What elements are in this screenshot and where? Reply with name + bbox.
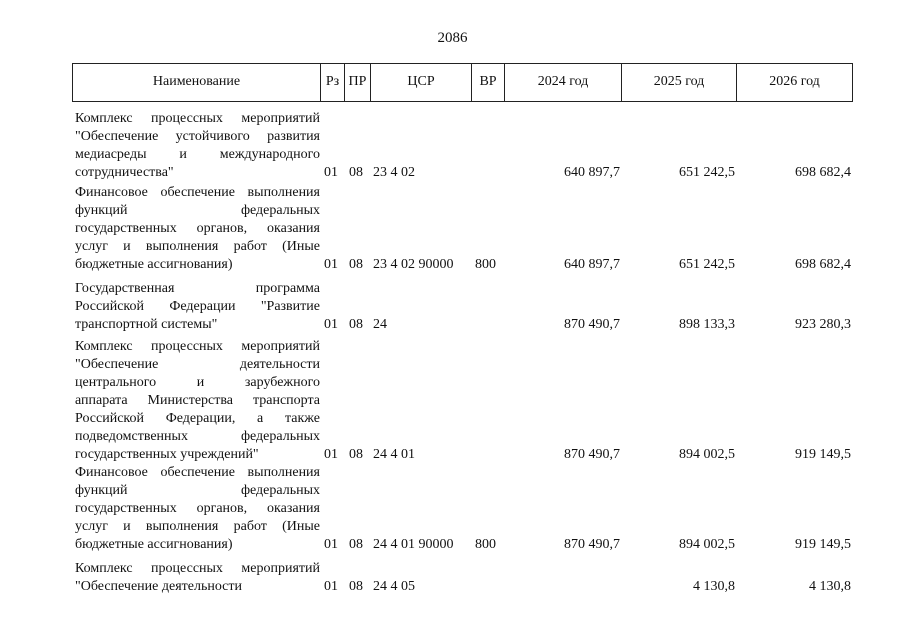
page-number: 2086: [437, 30, 468, 46]
row-2026: 698 682,4: [795, 165, 851, 180]
row-name-line: центрального и зарубежного: [75, 375, 320, 390]
column-header-2024: 2024 год: [504, 63, 621, 101]
row-name-line: Российской Федерации "Развитие: [75, 299, 320, 314]
row-2024: 870 490,7: [564, 317, 620, 332]
row-2025: 898 133,3: [679, 317, 735, 332]
row-pr: 08: [349, 165, 363, 180]
row-name-line: услуг и выполнения работ (Иные: [75, 239, 320, 254]
row-name-line: Финансовое обеспечение выполнения: [75, 465, 320, 480]
row-vr: 800: [475, 537, 496, 552]
row-name-line: "Обеспечение деятельности: [75, 579, 242, 594]
row-name: [75, 184, 320, 274]
column-header-2026: 2026 год: [736, 63, 852, 101]
row-2025: 651 242,5: [679, 165, 735, 180]
row-pr: 08: [349, 257, 363, 272]
row-2026: 4 130,8: [809, 579, 851, 594]
row-name-line: "Обеспечение деятельности: [75, 357, 320, 372]
row-2024: 870 490,7: [564, 537, 620, 552]
row-name-line: аппарата Министерства транспорта: [75, 393, 320, 408]
table-header: [72, 63, 853, 101]
row-name-line: Российской Федерации, а также: [75, 411, 320, 426]
row-name-line: государственных органов, оказания: [75, 501, 320, 516]
row-csr: 24 4 01 90000: [373, 537, 454, 552]
row-rz: 01: [324, 257, 338, 272]
row-name-line: подведомственных федеральных: [75, 429, 320, 444]
row-csr: 24: [373, 317, 387, 332]
row-2025: 894 002,5: [679, 447, 735, 462]
row-csr: 24 4 01: [373, 447, 415, 462]
row-name-line: Комплекс процессных мероприятий: [75, 339, 320, 354]
row-rz: 01: [324, 537, 338, 552]
row-2025: 894 002,5: [679, 537, 735, 552]
row-name-line: функций федеральных: [75, 483, 320, 498]
row-name-line: транспортной системы": [75, 317, 218, 332]
row-2026: 919 149,5: [795, 537, 851, 552]
row-2025: 4 130,8: [693, 579, 735, 594]
row-pr: 08: [349, 537, 363, 552]
row-name-line: Комплекс процессных мероприятий: [75, 561, 320, 576]
row-name-line: "Обеспечение устойчивого развития: [75, 129, 320, 144]
column-header-name: Наименование: [72, 63, 320, 101]
row-name-line: бюджетные ассигнования): [75, 537, 233, 552]
row-name-line: Государственная программа: [75, 281, 320, 296]
row-vr: 800: [475, 257, 496, 272]
row-rz: 01: [324, 165, 338, 180]
column-header-csr: ЦСР: [370, 63, 471, 101]
row-rz: 01: [324, 447, 338, 462]
row-csr: 24 4 05: [373, 579, 415, 594]
column-header-rz: Рз: [320, 63, 344, 101]
row-name: [75, 280, 320, 334]
row-name: [75, 338, 320, 464]
row-rz: 01: [324, 317, 338, 332]
row-name: [75, 560, 320, 596]
row-csr: 23 4 02 90000: [373, 257, 454, 272]
row-pr: 08: [349, 579, 363, 594]
row-name-line: государственных учреждений": [75, 447, 259, 462]
row-pr: 08: [349, 447, 363, 462]
row-name: [75, 464, 320, 554]
row-name: [75, 110, 320, 182]
row-2025: 651 242,5: [679, 257, 735, 272]
column-header-pr: ПР: [344, 63, 370, 101]
row-2026: 698 682,4: [795, 257, 851, 272]
row-name-line: Финансовое обеспечение выполнения: [75, 185, 320, 200]
row-name-line: бюджетные ассигнования): [75, 257, 233, 272]
row-2026: 923 280,3: [795, 317, 851, 332]
row-2024: 640 897,7: [564, 165, 620, 180]
row-rz: 01: [324, 579, 338, 594]
row-name-line: медиасреды и международного: [75, 147, 320, 162]
row-name-line: государственных органов, оказания: [75, 221, 320, 236]
row-name-line: сотрудничества": [75, 165, 174, 180]
row-2026: 919 149,5: [795, 447, 851, 462]
row-2024: 640 897,7: [564, 257, 620, 272]
column-header-2025: 2025 год: [621, 63, 736, 101]
row-2024: 870 490,7: [564, 447, 620, 462]
row-name-line: услуг и выполнения работ (Иные: [75, 519, 320, 534]
row-name-line: Комплекс процессных мероприятий: [75, 111, 320, 126]
row-pr: 08: [349, 317, 363, 332]
row-name-line: функций федеральных: [75, 203, 320, 218]
column-header-vr: ВР: [471, 63, 504, 101]
row-csr: 23 4 02: [373, 165, 415, 180]
